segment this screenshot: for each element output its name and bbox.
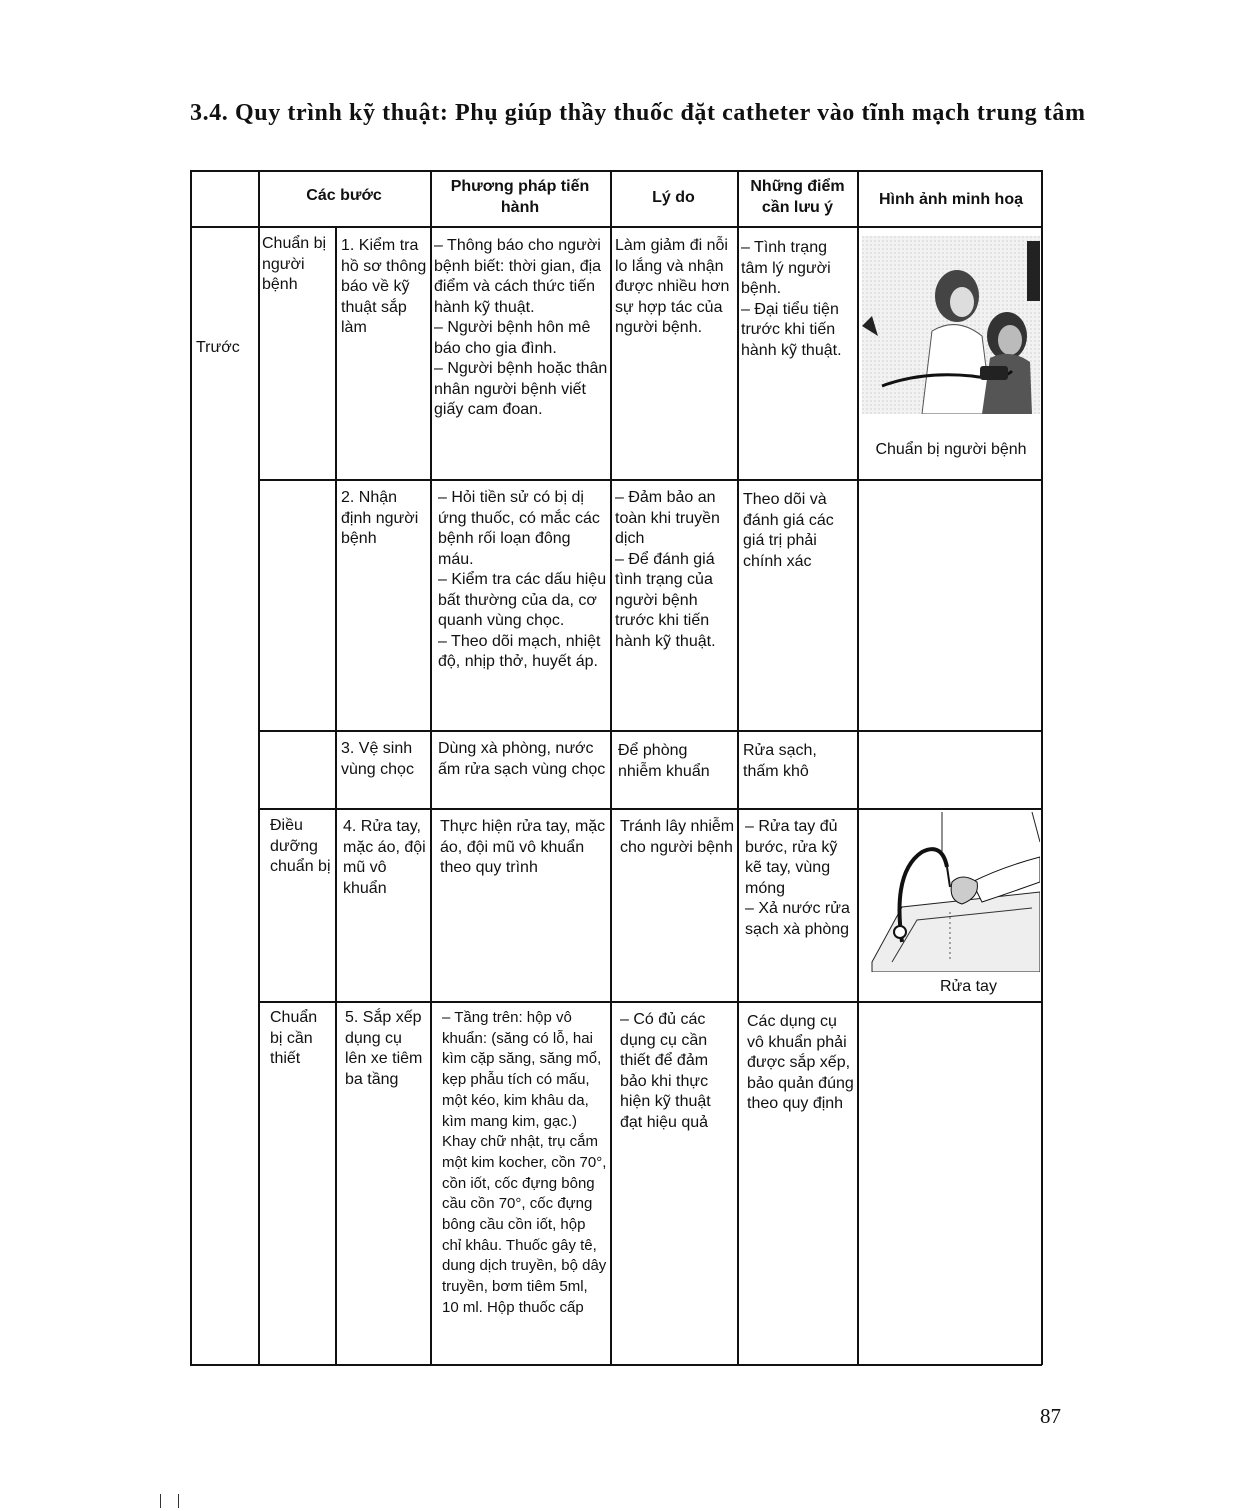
table-border-top xyxy=(190,170,1042,172)
page-title: 3.4. Quy trình kỹ thuật: Phụ giúp thầy thuốc đặt catheter vào tĩnh mạch trung tâm xyxy=(190,100,1086,126)
header-image: Hình ảnh minh hoạ xyxy=(879,191,1023,208)
header-reason: Lý do xyxy=(652,189,695,206)
col-divider-notes xyxy=(857,170,859,1365)
table-row-5-notes: Các dụng cụ vô khuẩn phải được sắp xếp, bảo quản đúng theo quy định xyxy=(747,1013,854,1112)
row-divider-1 xyxy=(258,479,1042,481)
table-border-bottom xyxy=(190,1364,1042,1366)
table-row-2-reason: – Đảm bảo an toàn khi truyền dịch – Để đánh giá tình trạng của người bệnh trước khi tiến hành kỹ thuật. xyxy=(615,489,720,650)
table-row-4-step: 4. Rửa tay, mặc áo, đội mũ vô khuẩn xyxy=(343,818,426,897)
col-divider-step xyxy=(430,170,432,1365)
col-divider-phase xyxy=(258,170,260,1365)
table-row-3-notes: Rửa sạch, thấm khô xyxy=(743,742,817,780)
header-divider xyxy=(190,226,1042,228)
table-row-4-reason: Tránh lây nhiễm cho người bệnh xyxy=(620,818,735,856)
col-divider-method xyxy=(610,170,612,1365)
row-divider-2 xyxy=(258,730,1042,732)
table-row-5-reason: – Có đủ các dụng cụ cần thiết để đảm bảo khi thực hiện kỹ thuật đạt hiệu quả xyxy=(620,1011,711,1131)
header-steps: Các bước xyxy=(306,187,382,204)
phase-label: Trước xyxy=(196,339,240,356)
table-border-right xyxy=(1041,170,1043,1365)
row-divider-3 xyxy=(258,808,1042,810)
table-row-1-method: – Thông báo cho người bệnh biết: thời gian, địa điểm và cách thức tiến hành kỹ thuật. – Người bệnh hôn mê báo cho gia đình. – Người bệnh hoặc thân nhân người bệnh viết giấy cam đoan. xyxy=(434,237,608,418)
col-divider-reason xyxy=(737,170,739,1365)
patient-preparation-illustration xyxy=(862,236,1040,414)
table-row-3-step: 3. Vệ sinh vùng chọc xyxy=(341,740,414,778)
table-row-2-method: – Hỏi tiền sử có bị dị ứng thuốc, có mắc các bệnh rối loạn đông máu. – Kiểm tra các dấu hiệu bất thường của da, cơ quanh vùng chọc. – Theo dõi mạch, nhiệt độ, nhịp thở, huyết áp. xyxy=(438,489,607,670)
table-row-4-caption: Rửa tay xyxy=(940,978,997,995)
handwashing-illustration xyxy=(862,812,1040,972)
scan-mark xyxy=(160,1494,161,1508)
group-label-patient: Chuẩn bị người bệnh xyxy=(262,235,327,293)
table-row-5-step: 5. Sắp xếp dụng cụ lên xe tiêm ba tầng xyxy=(345,1009,423,1088)
table-row-2-notes: Theo dõi và đánh giá các giá trị phải chính xác xyxy=(743,491,834,570)
table-row-4-notes: – Rửa tay đủ bước, rửa kỹ kẽ tay, vùng móng – Xả nước rửa sạch xà phòng xyxy=(745,818,850,938)
header-notes: Những điểm cần lưu ý xyxy=(750,178,845,216)
table-row-1-notes: – Tình trạng tâm lý người bệnh. – Đại tiểu tiện trước khi tiến hành kỹ thuật. xyxy=(741,239,842,359)
table-row-3-method: Dùng xà phòng, nước ấm rửa sạch vùng chọc xyxy=(438,740,606,778)
page-number: 87 xyxy=(1040,1404,1061,1428)
table-row-1-reason: Làm giảm đi nỗi lo lắng và nhận được nhiều hơn sự hợp tác của người bệnh. xyxy=(615,237,730,336)
col-divider-group xyxy=(335,226,337,1365)
table-row-2-step: 2. Nhận định người bệnh xyxy=(341,489,419,547)
group-label-supplies: Chuẩn bị cần thiết xyxy=(270,1009,318,1067)
table-row-1-caption: Chuẩn bị người bệnh xyxy=(875,441,1027,458)
table-border-left xyxy=(190,170,192,1365)
scan-mark xyxy=(178,1494,179,1508)
table-row-3-reason: Để phòng nhiễm khuẩn xyxy=(618,742,710,780)
group-label-nurse: Điều dưỡng chuẩn bị xyxy=(270,817,331,875)
header-method: Phương pháp tiến hành xyxy=(450,178,590,216)
row-divider-4 xyxy=(258,1001,1042,1003)
table-row-1-step: 1. Kiểm tra hồ sơ thông báo về kỹ thuật sắp làm xyxy=(341,237,427,336)
table-row-5-method: – Tầng trên: hộp vô khuẩn: (săng có lỗ, hai kìm cặp săng, săng mổ, kẹp phẫu tích có mấu, một kéo, kim khâu da, kìm mang kim, gạc.) Khay chữ nhật, trụ cắm một kim kocher, cồn 70°, cồn iốt, cốc đựng bông cầu cồn 70°, cốc đựng bông cầu cồn iốt, hộp chỉ khâu. Thuốc gây tê, dung dịch truyền, bộ dây truyền, bơm tiêm 5ml, 10 ml. Hộp thuốc cấp xyxy=(442,1009,607,1316)
table-row-4-method: Thực hiện rửa tay, mặc áo, đội mũ vô khuẩn theo quy trình xyxy=(440,818,606,876)
